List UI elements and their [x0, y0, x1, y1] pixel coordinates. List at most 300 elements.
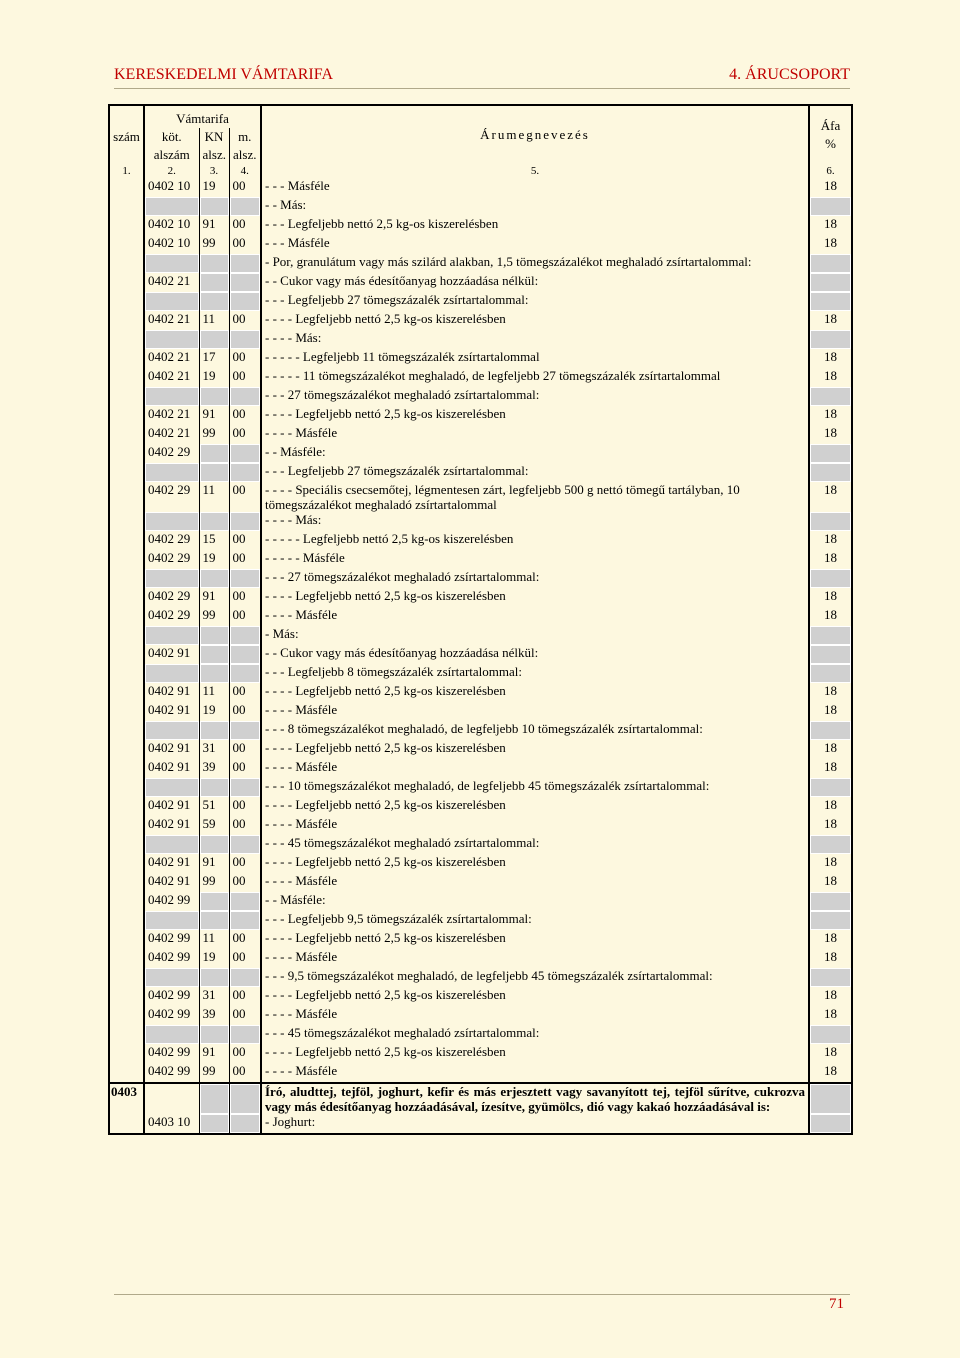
national-subcode-cell: [229, 463, 261, 482]
vat-cell: [809, 664, 852, 683]
column-number-row: [109, 164, 852, 178]
national-subcode-cell: [229, 1025, 261, 1044]
national-subcode-cell: 00: [229, 854, 261, 873]
table-row: [109, 425, 852, 444]
table-row: [109, 740, 852, 759]
heading-number-cell: [109, 512, 144, 531]
vat-cell: 18: [824, 1006, 837, 1021]
header-chapter: 4. ÁRUCSOPORT: [729, 66, 850, 83]
vat-cell: 18: [824, 1063, 837, 1078]
table-row: [109, 550, 852, 569]
table-row: [109, 1114, 852, 1134]
heading-number-cell: [109, 292, 144, 311]
national-subcode-cell: [229, 273, 261, 292]
description-cell: - - - - - Másféle: [261, 550, 809, 569]
col-header-kot-b: alszám: [153, 147, 190, 162]
kn-subcode-cell: 91: [199, 1044, 229, 1063]
description-cell: - - - 45 tömegszázalékot meghaladó zsírtartalommal:: [261, 1025, 809, 1044]
table-row: [109, 1025, 852, 1044]
national-subcode-cell: [229, 778, 261, 797]
description-cell: - - - - Másféle: [261, 759, 809, 778]
description-cell: - - Más:: [261, 197, 809, 216]
vat-cell: 18: [824, 482, 837, 497]
code-cell: 0402 10: [144, 216, 199, 235]
col-header-group: Vámtarifa: [144, 105, 261, 128]
description-cell: - - - - Legfeljebb nettó 2,5 kg-os kiszerelésben: [261, 854, 809, 873]
heading-number-cell: [109, 778, 144, 797]
table-row: [109, 683, 852, 702]
heading-number-cell: [109, 531, 144, 550]
description-cell: - - - - Más:: [261, 330, 809, 349]
table-row: [109, 1083, 852, 1114]
heading-number-cell: [109, 1114, 144, 1134]
heading-number-cell: [109, 368, 144, 387]
vat-cell: 18: [824, 797, 837, 812]
table-row: [109, 444, 852, 463]
national-subcode-cell: [229, 835, 261, 854]
national-subcode-cell: [229, 387, 261, 406]
vat-cell: [809, 645, 852, 664]
kn-subcode-cell: [199, 721, 229, 740]
kn-subcode-cell: 59: [199, 816, 229, 835]
description-cell: - - - - Másféle: [261, 425, 809, 444]
table-row: [109, 645, 852, 664]
kn-subcode-cell: [199, 512, 229, 531]
heading-number-cell: [109, 949, 144, 968]
kn-subcode-cell: 11: [199, 683, 229, 702]
kn-subcode-cell: [199, 778, 229, 797]
table-row: [109, 178, 852, 197]
description-cell: - - - Legfeljebb 27 tömegszázalék zsírtartalommal:: [261, 292, 809, 311]
vat-cell: [809, 892, 852, 911]
heading-number-cell: [109, 1006, 144, 1025]
description-cell: - - Másféle:: [261, 444, 809, 463]
vat-cell: 18: [824, 854, 837, 869]
description-cell: - Joghurt:: [261, 1114, 809, 1134]
description-cell: - - - - Legfeljebb nettó 2,5 kg-os kiszerelésben: [261, 797, 809, 816]
description-cell: - - - - Legfeljebb nettó 2,5 kg-os kiszerelésben: [261, 930, 809, 949]
national-subcode-cell: 00: [229, 949, 261, 968]
kn-subcode-cell: [199, 835, 229, 854]
description-cell: - - - - Másféle: [261, 949, 809, 968]
description-cell: - - - - Legfeljebb nettó 2,5 kg-os kiszerelésben: [261, 406, 809, 425]
heading-number-cell: 0403: [109, 1083, 144, 1114]
kn-subcode-cell: 91: [199, 588, 229, 607]
heading-number-cell: [109, 330, 144, 349]
code-cell: 0402 21: [144, 368, 199, 387]
vat-cell: 18: [824, 368, 837, 383]
code-cell: 0402 99: [144, 949, 199, 968]
description-cell: - Por, granulátum vagy más szilárd alakban, 1,5 tömegszázalékot meghaladó zsírtartalommal:: [261, 254, 809, 273]
description-cell: - - - - Legfeljebb nettó 2,5 kg-os kiszerelésben: [261, 683, 809, 702]
heading-number-cell: [109, 854, 144, 873]
code-cell: 0402 21: [144, 425, 199, 444]
kn-subcode-cell: 31: [199, 987, 229, 1006]
table-row: [109, 607, 852, 626]
code-cell: [144, 197, 199, 216]
national-subcode-cell: [229, 444, 261, 463]
page-footer: [114, 1294, 850, 1312]
national-subcode-cell: 00: [229, 1006, 261, 1025]
national-subcode-cell: 00: [229, 607, 261, 626]
col-header-kn: [199, 128, 229, 164]
table-row: [109, 197, 852, 216]
table-row: [109, 531, 852, 550]
kn-subcode-cell: 91: [199, 854, 229, 873]
kn-subcode-cell: [199, 645, 229, 664]
vat-cell: 18: [824, 987, 837, 1002]
kn-subcode-cell: [199, 330, 229, 349]
code-cell: 0402 21: [144, 406, 199, 425]
code-cell: 0402 91: [144, 645, 199, 664]
vat-cell: 18: [824, 683, 837, 698]
table-body: [109, 178, 852, 1134]
col-header-kn-b: alsz.: [202, 147, 226, 162]
table-row: [109, 949, 852, 968]
heading-number-cell: [109, 273, 144, 292]
code-cell: 0402 91: [144, 797, 199, 816]
code-cell: 0402 99: [144, 987, 199, 1006]
heading-number-cell: [109, 797, 144, 816]
kn-subcode-cell: 91: [199, 406, 229, 425]
vat-cell: [809, 1083, 852, 1114]
national-subcode-cell: 00: [229, 873, 261, 892]
kn-subcode-cell: 19: [199, 702, 229, 721]
code-cell: [144, 835, 199, 854]
kn-subcode-cell: [199, 197, 229, 216]
vat-cell: 18: [824, 531, 837, 546]
vat-cell: [809, 626, 852, 645]
kn-subcode-cell: [199, 444, 229, 463]
national-subcode-cell: [229, 645, 261, 664]
kn-subcode-cell: 91: [199, 216, 229, 235]
national-subcode-cell: 00: [229, 759, 261, 778]
vat-cell: [809, 463, 852, 482]
col-num: 1.: [109, 164, 144, 178]
kn-subcode-cell: [199, 1114, 229, 1134]
heading-number-cell: [109, 349, 144, 368]
code-cell: 0402 91: [144, 873, 199, 892]
kn-subcode-cell: 19: [199, 550, 229, 569]
national-subcode-cell: 00: [229, 216, 261, 235]
table-row: [109, 1063, 852, 1083]
table-row: [109, 273, 852, 292]
code-cell: 0402 91: [144, 740, 199, 759]
table-row: [109, 930, 852, 949]
national-subcode-cell: 00: [229, 406, 261, 425]
table-row: [109, 816, 852, 835]
national-subcode-cell: [229, 911, 261, 930]
heading-number-cell: [109, 968, 144, 987]
col-header-kn-a: KN: [204, 129, 224, 144]
national-subcode-cell: [229, 664, 261, 683]
vat-cell: [809, 911, 852, 930]
vat-cell: [809, 835, 852, 854]
national-subcode-cell: 00: [229, 1044, 261, 1063]
table-row: [109, 254, 852, 273]
col-header-m-a: m.: [238, 129, 252, 144]
description-cell: Író, aludttej, tejföl, joghurt, kefir és más erjesztett vagy savanyított tej, tejföl sűrítve, cukrozva vagy más édesítőanyag hozzáadásával, ízesítve, gyümölcs, dió vagy kakaó hozzáadásával is:: [261, 1083, 809, 1114]
kn-subcode-cell: [199, 463, 229, 482]
tariff-table: [108, 104, 853, 1135]
header-title: KERESKEDELMI VÁMTARIFA: [114, 66, 334, 83]
heading-number-cell: [109, 759, 144, 778]
heading-number-cell: [109, 626, 144, 645]
code-cell: [144, 626, 199, 645]
kn-subcode-cell: 99: [199, 607, 229, 626]
description-cell: - - - - - Legfeljebb 11 tömegszázalék zsírtartalommal: [261, 349, 809, 368]
code-cell: 0402 21: [144, 311, 199, 330]
heading-number-cell: [109, 311, 144, 330]
vat-cell: 18: [824, 406, 837, 421]
kn-subcode-cell: [199, 664, 229, 683]
kn-subcode-cell: 11: [199, 311, 229, 330]
vat-cell: 18: [824, 178, 837, 193]
col-header-vat-unit: %: [825, 136, 836, 151]
table-row: [109, 349, 852, 368]
code-cell: 0403 10: [144, 1114, 199, 1134]
kn-subcode-cell: [199, 569, 229, 588]
description-cell: - - - - Másféle: [261, 607, 809, 626]
col-num: 3.: [199, 164, 229, 178]
table-row: [109, 797, 852, 816]
kn-subcode-cell: 99: [199, 1063, 229, 1083]
vat-cell: [809, 444, 852, 463]
heading-number-cell: [109, 1025, 144, 1044]
vat-cell: 18: [824, 702, 837, 717]
col-num: 6.: [826, 165, 835, 177]
col-header-m-b: alsz.: [233, 147, 257, 162]
vat-cell: 18: [824, 816, 837, 831]
national-subcode-cell: [229, 968, 261, 987]
table-header-row: [109, 105, 852, 128]
code-cell: 0402 99: [144, 1044, 199, 1063]
heading-number-cell: [109, 235, 144, 254]
heading-number-cell: [109, 873, 144, 892]
description-cell: - - - 9,5 tömegszázalékot meghaladó, de legfeljebb 45 tömegszázalék zsírtartalommal:: [261, 968, 809, 987]
code-cell: 0402 21: [144, 273, 199, 292]
description-cell: - - - Legfeljebb 27 tömegszázalék zsírtartalommal:: [261, 463, 809, 482]
heading-number-cell: [109, 216, 144, 235]
table-row: [109, 835, 852, 854]
description-cell: - - - - Másféle: [261, 1063, 809, 1083]
kn-subcode-cell: [199, 968, 229, 987]
description-cell: - - - - Legfeljebb nettó 2,5 kg-os kiszerelésben: [261, 740, 809, 759]
heading-number-cell: [109, 197, 144, 216]
kn-subcode-cell: [199, 292, 229, 311]
national-subcode-cell: 00: [229, 588, 261, 607]
national-subcode-cell: 00: [229, 1063, 261, 1083]
code-cell: 0402 29: [144, 482, 199, 512]
vat-cell: 18: [824, 930, 837, 945]
vat-cell: [809, 968, 852, 987]
vat-cell: [809, 254, 852, 273]
heading-number-cell: [109, 683, 144, 702]
national-subcode-cell: 00: [229, 368, 261, 387]
vat-cell: 18: [824, 550, 837, 565]
vat-cell: 18: [824, 873, 837, 888]
code-cell: [144, 330, 199, 349]
kn-subcode-cell: 17: [199, 349, 229, 368]
national-subcode-cell: [229, 292, 261, 311]
kn-subcode-cell: 19: [199, 178, 229, 197]
vat-cell: 18: [824, 1044, 837, 1059]
kn-subcode-cell: [199, 1025, 229, 1044]
table-row: [109, 406, 852, 425]
col-header-vat: [809, 105, 852, 164]
description-cell: - - Cukor vagy más édesítőanyag hozzáadása nélkül:: [261, 273, 809, 292]
heading-number-cell: [109, 550, 144, 569]
vat-cell: [809, 292, 852, 311]
vat-cell: 18: [824, 216, 837, 231]
code-cell: 0402 91: [144, 854, 199, 873]
heading-number-cell: [109, 702, 144, 721]
description-cell: - - - - Speciális csecsemőtej, légmentesen zárt, legfeljebb 500 g nettó tömegű tartályban, 10 tömegszázalékot meghaladó zsírtartalommal: [261, 482, 809, 512]
national-subcode-cell: 00: [229, 702, 261, 721]
vat-cell: 18: [824, 759, 837, 774]
kn-subcode-cell: 99: [199, 873, 229, 892]
code-cell: [144, 569, 199, 588]
description-cell: - Más:: [261, 626, 809, 645]
national-subcode-cell: [229, 892, 261, 911]
vat-cell: [809, 569, 852, 588]
kn-subcode-cell: 11: [199, 482, 229, 512]
col-header-kot: [144, 128, 199, 164]
heading-number-cell: [109, 425, 144, 444]
kn-subcode-cell: [199, 1083, 229, 1114]
heading-number-cell: [109, 607, 144, 626]
kn-subcode-cell: 19: [199, 949, 229, 968]
vat-cell: [809, 778, 852, 797]
heading-number-cell: [109, 178, 144, 197]
table-row: [109, 987, 852, 1006]
code-cell: 0402 99: [144, 1063, 199, 1083]
national-subcode-cell: 00: [229, 531, 261, 550]
kn-subcode-cell: [199, 254, 229, 273]
table-row: [109, 368, 852, 387]
national-subcode-cell: 00: [229, 740, 261, 759]
description-cell: - - - - Más:: [261, 512, 809, 531]
code-cell: [144, 968, 199, 987]
table-row: [109, 292, 852, 311]
kn-subcode-cell: 11: [199, 930, 229, 949]
code-cell: [144, 664, 199, 683]
national-subcode-cell: 00: [229, 550, 261, 569]
vat-cell: 18: [824, 740, 837, 755]
code-cell: [144, 1025, 199, 1044]
col-num: 4.: [229, 164, 261, 178]
code-cell: [144, 254, 199, 273]
heading-number-cell: [109, 387, 144, 406]
national-subcode-cell: [229, 330, 261, 349]
description-cell: - - - Legfeljebb 9,5 tömegszázalék zsírtartalommal:: [261, 911, 809, 930]
national-subcode-cell: [229, 254, 261, 273]
vat-cell: [809, 1114, 852, 1134]
table-row: [109, 759, 852, 778]
description-cell: - - Másféle:: [261, 892, 809, 911]
kn-subcode-cell: [199, 273, 229, 292]
description-cell: - - - - Másféle: [261, 1006, 809, 1025]
table-row: [109, 482, 852, 512]
kn-subcode-cell: 15: [199, 531, 229, 550]
kn-subcode-cell: 19: [199, 368, 229, 387]
table-row: [109, 216, 852, 235]
code-cell: 0402 29: [144, 550, 199, 569]
table-row: [109, 626, 852, 645]
code-cell: 0402 91: [144, 759, 199, 778]
heading-number-cell: [109, 835, 144, 854]
code-cell: [144, 292, 199, 311]
code-cell: 0402 99: [144, 892, 199, 911]
table-row: [109, 1044, 852, 1063]
kn-subcode-cell: 99: [199, 235, 229, 254]
heading-number-cell: [109, 482, 144, 512]
heading-number-cell: [109, 987, 144, 1006]
national-subcode-cell: [229, 197, 261, 216]
table-row: [109, 778, 852, 797]
col-header-kot-a: köt.: [161, 129, 182, 144]
national-subcode-cell: [229, 626, 261, 645]
table-row: [109, 330, 852, 349]
code-cell: [144, 463, 199, 482]
description-cell: - - - Másféle: [261, 178, 809, 197]
description-cell: - - - - Legfeljebb nettó 2,5 kg-os kiszerelésben: [261, 311, 809, 330]
national-subcode-cell: [229, 1114, 261, 1134]
code-cell: 0402 10: [144, 235, 199, 254]
description-cell: - - - - Másféle: [261, 873, 809, 892]
description-cell: - - - 8 tömegszázalékot meghaladó, de legfeljebb 10 tömegszázalék zsírtartalommal:: [261, 721, 809, 740]
description-cell: - - - 27 tömegszázalékot meghaladó zsírtartalommal:: [261, 569, 809, 588]
vat-cell: 18: [824, 607, 837, 622]
heading-number-cell: [109, 406, 144, 425]
table-row: [109, 311, 852, 330]
code-cell: 0402 91: [144, 816, 199, 835]
table-row: [109, 588, 852, 607]
heading-number-cell: [109, 1044, 144, 1063]
kn-subcode-cell: [199, 387, 229, 406]
col-num: 5.: [261, 164, 809, 178]
vat-cell: 18: [824, 949, 837, 964]
code-cell: 0402 91: [144, 702, 199, 721]
national-subcode-cell: 00: [229, 311, 261, 330]
national-subcode-cell: 00: [229, 987, 261, 1006]
code-cell: [144, 1083, 199, 1114]
national-subcode-cell: [229, 1083, 261, 1114]
col-header-szam: szám: [109, 105, 144, 164]
national-subcode-cell: 00: [229, 683, 261, 702]
heading-number-cell: [109, 740, 144, 759]
heading-number-cell: [109, 721, 144, 740]
vat-cell: [809, 512, 852, 531]
code-cell: 0402 29: [144, 531, 199, 550]
heading-number-cell: [109, 588, 144, 607]
description-cell: - - - Másféle: [261, 235, 809, 254]
kn-subcode-cell: [199, 911, 229, 930]
kn-subcode-cell: 39: [199, 1006, 229, 1025]
page-number: 71: [829, 1296, 844, 1312]
description-cell: - - - - Legfeljebb nettó 2,5 kg-os kiszerelésben: [261, 987, 809, 1006]
heading-number-cell: [109, 1063, 144, 1083]
national-subcode-cell: 00: [229, 930, 261, 949]
code-cell: 0402 29: [144, 444, 199, 463]
table-row: [109, 463, 852, 482]
col-header-description: Árumegnevezés: [261, 105, 809, 164]
national-subcode-cell: 00: [229, 178, 261, 197]
national-subcode-cell: [229, 512, 261, 531]
kn-subcode-cell: 99: [199, 425, 229, 444]
code-cell: [144, 778, 199, 797]
vat-cell: 18: [824, 311, 837, 326]
